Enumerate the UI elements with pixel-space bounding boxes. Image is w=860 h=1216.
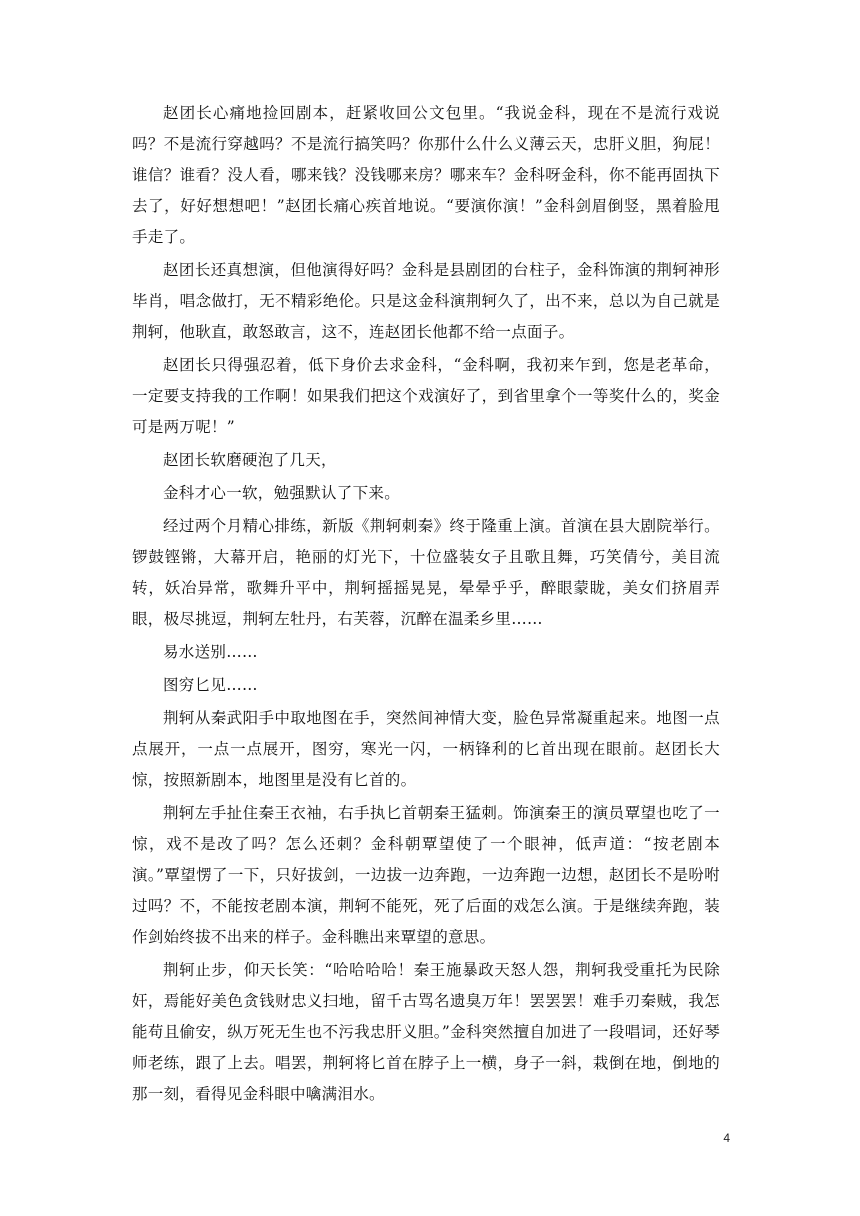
paragraph: 图穷匕见…… (163, 676, 258, 694)
paragraph: 赵团长只得强忍着，低下身价去求金科，“金科啊，我初来乍到，您是老革命，一定要支持我的工作啊！如果我们把这个戏演好了，到省里拿个一等奖什么的，奖金可是两万呢！” (132, 356, 720, 436)
paragraph: 荆轲左手扯住秦王衣袖，右手执匕首朝秦王猛刺。饰演秦王的演员覃望也吃了一惊，戏不是改了吗？怎么还刺？金科朝覃望使了一个眼神，低声道：“按老剧本演。”覃望愣了一下，只好拔剑，一边拔一边奔跑，一边奔跑一边想，赵团长不是吩咐过吗？不，不能按老剧本演，荆轲不能死，死了后面的戏怎么演。于是继续奔跑，装作剑始终拔不出来的样子。金科瞧出来覃望的意思。 (132, 804, 720, 946)
paragraph: 荆轲从秦武阳手中取地图在手，突然间神情大变，脸色异常凝重起来。地图一点点展开，一点一点展开，图穷，寒光一闪，一柄锋利的匕首出现在眼前。赵团长大惊，按照新剧本，地图里是没有匕首的。 (132, 709, 720, 789)
paragraph: 赵团长软磨硬泡了几天， (163, 451, 337, 469)
document-body (132, 98, 720, 1112)
paragraph: 金科才心一软，勉强默认了下来。 (163, 484, 401, 502)
paragraph: 赵团长心痛地捡回剧本，赶紧收回公文包里。“我说金科，现在不是流行戏说吗？不是流行穿越吗？不是流行搞笑吗？你那什么什么义薄云天，忠肝义胆，狗屁！谁信？谁看？没人看，哪来钱？没钱哪来房？哪来车？金科呀金科，你不能再固执下去了，好好想想吧！”赵团长痛心疾首地说。“要演你演！”金科剑眉倒竖，黑着脸甩手走了。 (132, 104, 720, 246)
paragraph: 荆轲止步，仰天长笑：“哈哈哈哈！秦王施暴政天怒人怨，荆轲我受重托为民除奸，焉能好美色贪钱财忠义扫地，留千古骂名遗臭万年！罢罢罢！难手刃秦贼，我怎能苟且偷安，纵万死无生也不污我忠肝义胆。”金科突然擅自加进了一段唱词，还好琴师老练，跟了上去。唱罢，荆轲将匕首在脖子上一横，身子一斜，栽倒在地，倒地的那一刻，看得见金科眼中噙满泪水。 (132, 961, 720, 1103)
paragraph: 赵团长还真想演，但他演得好吗？金科是县剧团的台柱子，金科饰演的荆轲神形毕肖，唱念做打，无不精彩绝伦。只是这金科演荆轲久了，出不来，总以为自己就是荆轲，他耿直，敢怒敢言，这不，连赵团长他都不给一点面子。 (132, 261, 720, 341)
page-number: 4 (723, 1131, 730, 1145)
paragraph: 易水送别…… (163, 643, 258, 661)
paragraph: 经过两个月精心排练，新版《荆轲刺秦》终于隆重上演。首演在县大剧院举行。锣鼓铿锵，大幕开启，艳丽的灯光下，十位盛装女子且歌且舞，巧笑倩兮，美目流转，妖冶异常，歌舞升平中，荆轲摇摇晃晃，晕晕乎乎，醉眼蒙眬，美女们挤眉弄眼，极尽挑逗，荆轲左牡丹，右芙蓉，沉醉在温柔乡里…… (132, 517, 720, 628)
